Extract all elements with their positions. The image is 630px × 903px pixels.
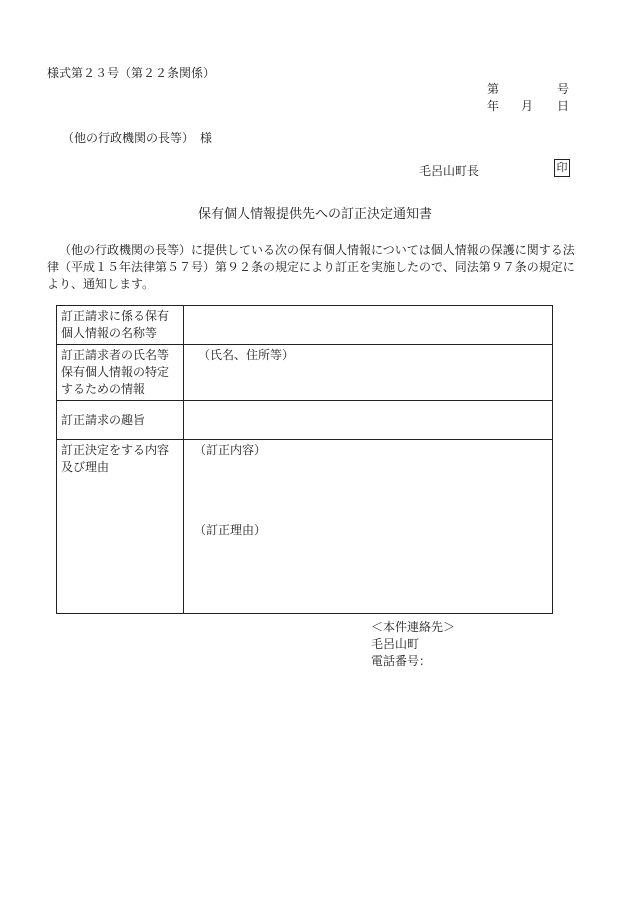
form-number: 様式第２３号（第２２条関係） bbox=[47, 66, 216, 80]
row-value: （氏名、住所等） bbox=[198, 348, 295, 362]
seal-stamp: 印 bbox=[554, 159, 570, 177]
row-label: 訂正決定をする内容及び理由 bbox=[57, 440, 184, 614]
contact-org: 毛呂山町 bbox=[371, 637, 420, 651]
info-table bbox=[56, 305, 553, 614]
table-row bbox=[57, 345, 553, 401]
row-label: 訂正請求に係る保有個人情報の名称等 bbox=[57, 306, 184, 345]
contact-block bbox=[371, 619, 455, 670]
document-title: 保有個人情報提供先への訂正決定通知書 bbox=[197, 207, 432, 222]
row-label: 訂正請求の趣旨 bbox=[57, 401, 184, 440]
row-label: 訂正請求者の氏名等保有個人情報の特定するための情報 bbox=[57, 345, 184, 401]
row-value bbox=[184, 401, 553, 440]
correction-reason-label: （訂正理由） bbox=[194, 523, 267, 537]
table-row bbox=[57, 306, 553, 345]
sender-name: 毛呂山町長 bbox=[419, 164, 480, 178]
row-value bbox=[184, 306, 553, 345]
contact-phone-label: 電話番号： bbox=[371, 654, 432, 668]
correction-content-label: （訂正内容） bbox=[194, 443, 267, 457]
row-value-cell bbox=[184, 440, 553, 614]
table-row bbox=[57, 401, 553, 440]
date-month: 月 bbox=[521, 99, 534, 113]
body-text: （他の行政機関の長等）に提供している次の保有個人情報については個人情報の保護に関する法律（平成１５年法律第５７号）第９２条の規定により訂正を実施したので、同法第９７条の規定により、通知します。 bbox=[47, 243, 575, 291]
date-year: 年 bbox=[487, 99, 500, 113]
doc-number-suffix: 号 bbox=[557, 82, 570, 96]
row-value-cell bbox=[184, 345, 553, 401]
addressee: （他の行政機関の長等） 様 bbox=[62, 131, 213, 145]
doc-number-prefix: 第 bbox=[487, 82, 500, 96]
contact-heading: ＜本件連絡先＞ bbox=[371, 620, 456, 634]
table-row bbox=[57, 440, 553, 614]
date-day: 日 bbox=[557, 99, 570, 113]
